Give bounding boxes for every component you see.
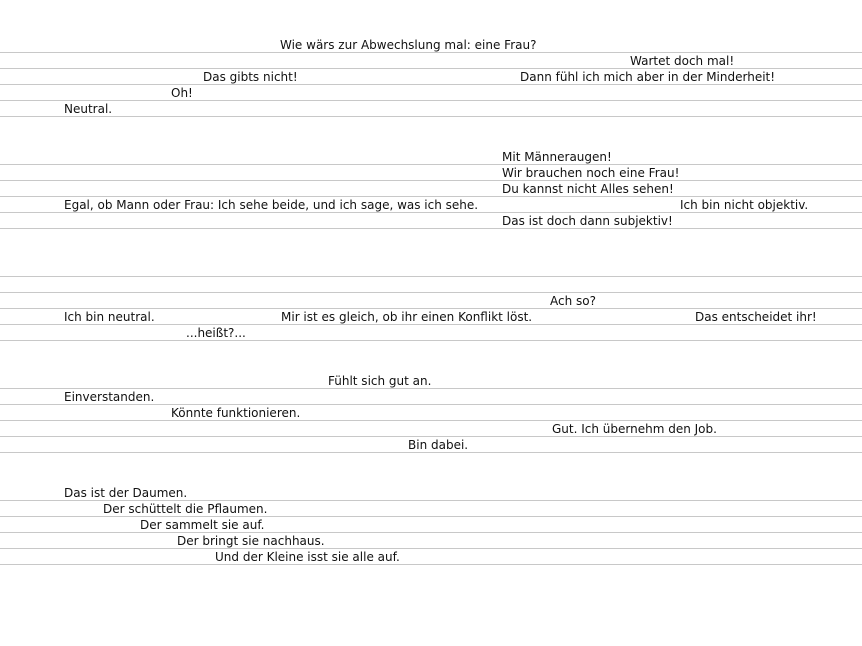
text-line: Gut. Ich übernehm den Job. bbox=[552, 422, 717, 436]
rule-line bbox=[0, 516, 862, 517]
rule-line bbox=[0, 420, 862, 421]
text-line: Egal, ob Mann oder Frau: Ich sehe beide, und ich sage, was ich sehe. bbox=[64, 198, 479, 212]
text-line: Ich bin nicht objektiv. bbox=[680, 198, 809, 212]
rule-line bbox=[0, 548, 862, 549]
rule-line bbox=[0, 212, 862, 213]
text-line: Der schüttelt die Pflaumen. bbox=[103, 502, 268, 516]
rule-line bbox=[0, 404, 862, 405]
rule-line bbox=[0, 228, 862, 229]
text-line: Mir ist es gleich, ob ihr einen Konflikt löst. bbox=[281, 310, 533, 324]
rule-line bbox=[0, 164, 862, 165]
rule-line bbox=[0, 564, 862, 565]
text-line: Oh! bbox=[171, 86, 193, 100]
text-line: Und der Kleine isst sie alle auf. bbox=[215, 550, 400, 564]
rule-line bbox=[0, 276, 862, 277]
text-line: Du kannst nicht Alles sehen! bbox=[502, 182, 674, 196]
text-line: Das gibts nicht! bbox=[203, 70, 298, 84]
text-line: Wie wärs zur Abwechslung mal: eine Frau? bbox=[280, 38, 537, 52]
rule-line bbox=[0, 116, 862, 117]
rule-line bbox=[0, 292, 862, 293]
rule-line bbox=[0, 68, 862, 69]
text-line: Neutral. bbox=[64, 102, 113, 116]
text-line: Könnte funktionieren. bbox=[171, 406, 301, 420]
rule-line bbox=[0, 388, 862, 389]
text-line: Dann fühl ich mich aber in der Minderheit! bbox=[520, 70, 776, 84]
rule-line bbox=[0, 532, 862, 533]
rule-line bbox=[0, 84, 862, 85]
rule-line bbox=[0, 324, 862, 325]
text-line: Das entscheidet ihr! bbox=[695, 310, 817, 324]
text-line: Das ist doch dann subjektiv! bbox=[502, 214, 673, 228]
text-line: Mit Männeraugen! bbox=[502, 150, 612, 164]
text-line: Wartet doch mal! bbox=[630, 54, 735, 68]
rule-line bbox=[0, 436, 862, 437]
text-line: Der bringt sie nachhaus. bbox=[177, 534, 325, 548]
text-line: ...heißt?... bbox=[186, 326, 246, 340]
rule-line bbox=[0, 340, 862, 341]
rule-line bbox=[0, 52, 862, 53]
rule-line bbox=[0, 196, 862, 197]
text-line: Ich bin neutral. bbox=[64, 310, 155, 324]
rule-line bbox=[0, 500, 862, 501]
text-line: Der sammelt sie auf. bbox=[140, 518, 265, 532]
text-line: Bin dabei. bbox=[408, 438, 469, 452]
rule-line bbox=[0, 180, 862, 181]
text-line: Das ist der Daumen. bbox=[64, 486, 188, 500]
text-line: Einverstanden. bbox=[64, 390, 155, 404]
text-line: Fühlt sich gut an. bbox=[328, 374, 432, 388]
text-line: Wir brauchen noch eine Frau! bbox=[502, 166, 680, 180]
rule-line bbox=[0, 452, 862, 453]
rule-line bbox=[0, 100, 862, 101]
text-line: Ach so? bbox=[550, 294, 596, 308]
rule-line bbox=[0, 308, 862, 309]
